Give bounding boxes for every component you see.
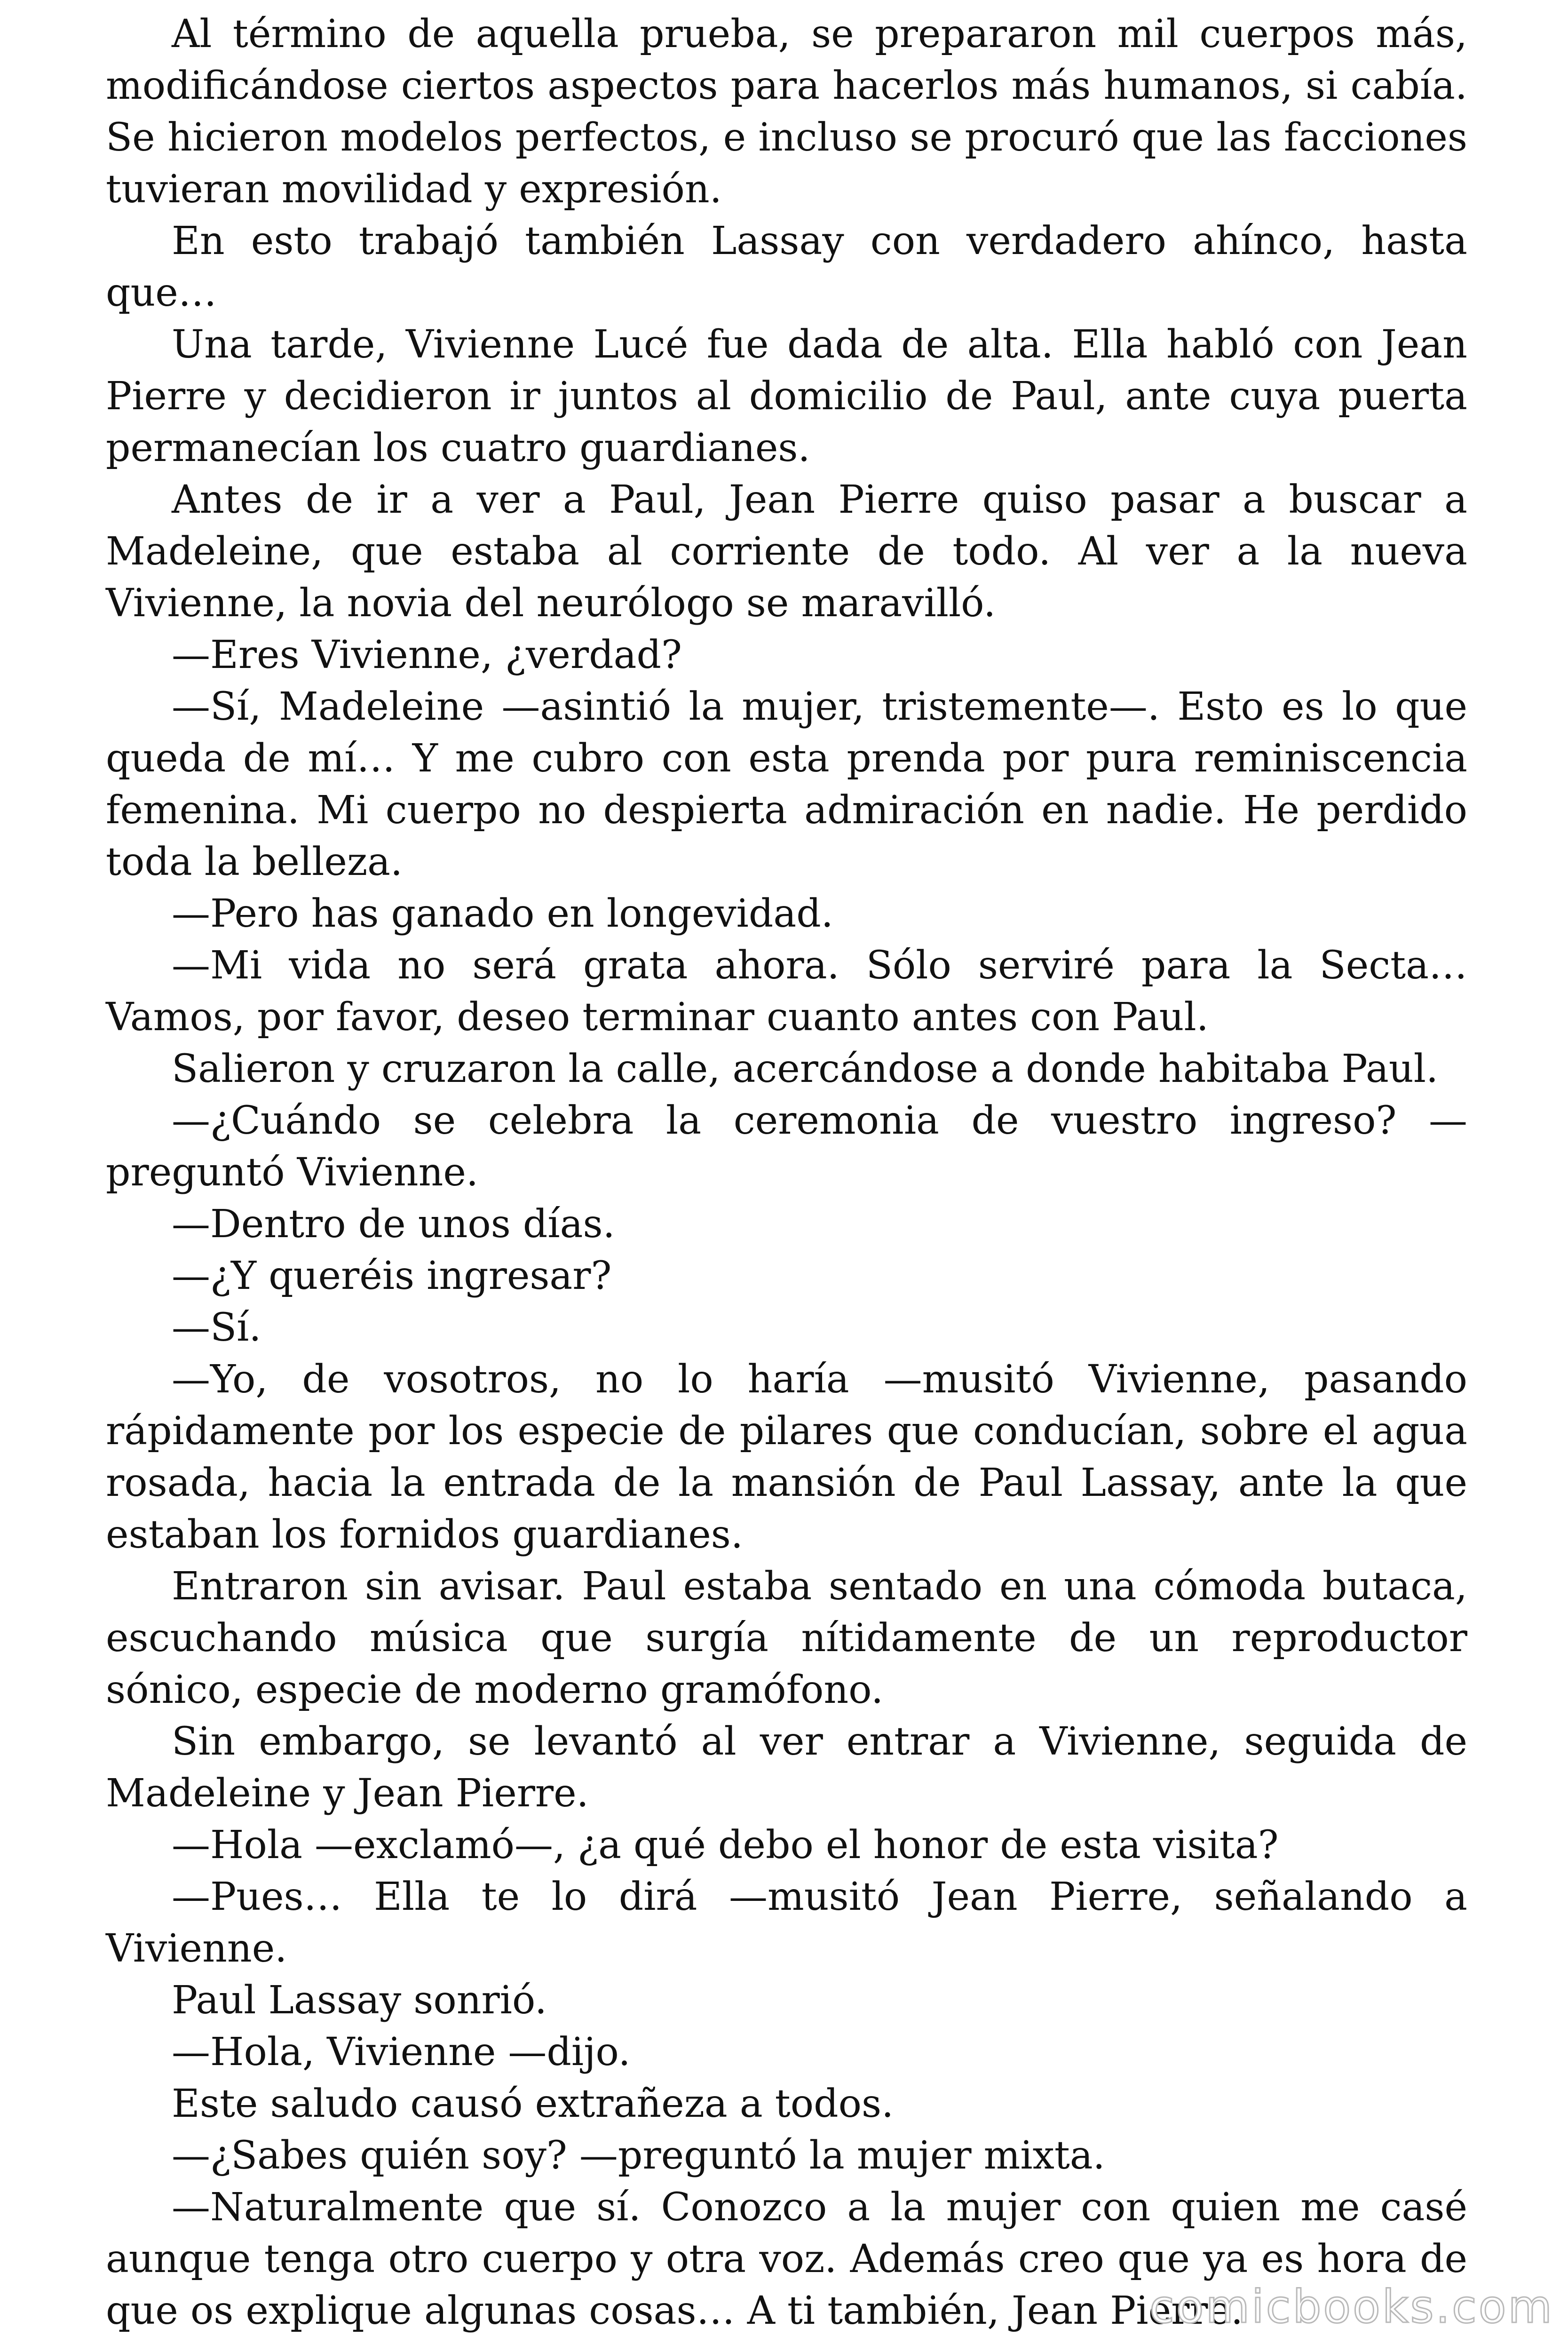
paragraph: En esto trabajó también Lassay con verdadero ahínco, hasta que… (106, 219, 1467, 315)
paragraph: —Naturalmente que sí. Conozco a la mujer con quien me casé aunque tenga otro cuerpo y otra voz. Además creo que ya es hora de que os explique algunas cosas… A ti también, Jean Pierre. (106, 2185, 1467, 2333)
paragraph: Antes de ir a ver a Paul, Jean Pierre quiso pasar a buscar a Madeleine, que estaba al corriente de todo. Al ver a la nueva Vivienne, la novia del neurólogo se maravilló. (106, 477, 1467, 626)
paragraph: —Pero has ganado en longevidad. (172, 891, 833, 936)
paragraph: —Hola, Vivienne —dijo. (172, 2030, 631, 2074)
paragraph: —¿Y queréis ingresar? (172, 1254, 612, 1298)
paragraph: —Eres Vivienne, ¿verdad? (172, 633, 682, 677)
paragraph: Este saludo causó extrañeza a todos. (172, 2082, 894, 2126)
page-text-body (106, 8, 1467, 2337)
paragraph: Una tarde, Vivienne Lucé fue dada de alta. Ella habló con Jean Pierre y decidieron ir juntos al domicilio de Paul, ante cuya puerta permanecían los cuatro guardianes. (106, 322, 1467, 470)
paragraph: —Pues… Ella te lo dirá —musitó Jean Pierre, señalando a Vivienne. (106, 1875, 1467, 1971)
paragraph: Paul Lassay sonrió. (172, 1978, 547, 2023)
paragraph: —Sí. (172, 1305, 261, 1350)
paragraph: Entraron sin avisar. Paul estaba sentado en una cómoda butaca, escuchando música que surgía nítidamente de un reproductor sónico, especie de moderno gramófono. (106, 1564, 1467, 1712)
watermark: comicbooks.com (1149, 2280, 1554, 2333)
paragraph: —Yo, de vosotros, no lo haría —musitó Vivienne, pasando rápidamente por los especie de pilares que conducían, sobre el agua rosada, hacia la entrada de la mansión de Paul Lassay, ante la que estaban los fornidos guardianes. (106, 1357, 1467, 1557)
paragraph: —Hola —exclamó—, ¿a qué debo el honor de esta visita? (172, 1823, 1279, 1867)
paragraph: Sin embargo, se levantó al ver entrar a Vivienne, seguida de Madeleine y Jean Pierre. (106, 1719, 1467, 1816)
paragraph: —Dentro de unos días. (172, 1202, 615, 1247)
paragraph: —¿Sabes quién soy? —preguntó la mujer mixta. (172, 2133, 1105, 2178)
paragraph: —Mi vida no será grata ahora. Sólo serviré para la Secta… Vamos, por favor, deseo terminar cuanto antes con Paul. (106, 943, 1467, 1040)
paragraph: Salieron y cruzaron la calle, acercándose a donde habitaba Paul. (172, 1047, 1439, 1091)
paragraph: —¿Cuándo se celebra la ceremonia de vuestro ingreso? —preguntó Vivienne. (106, 1098, 1467, 1195)
paragraph: —Sí, Madeleine —asintió la mujer, tristemente—. Esto es lo que queda de mí… Y me cubro con esta prenda por pura reminiscencia femenina. Mi cuerpo no despierta admiración en nadie. He perdido toda la belleza. (106, 684, 1467, 884)
paragraph: Al término de aquella prueba, se prepararon mil cuerpos más, modificándose ciertos aspectos para hacerlos más humanos, si cabía. Se hicieron modelos perfectos, e incluso se procuró que las facciones tuvieran movilidad y expresión. (106, 12, 1467, 212)
